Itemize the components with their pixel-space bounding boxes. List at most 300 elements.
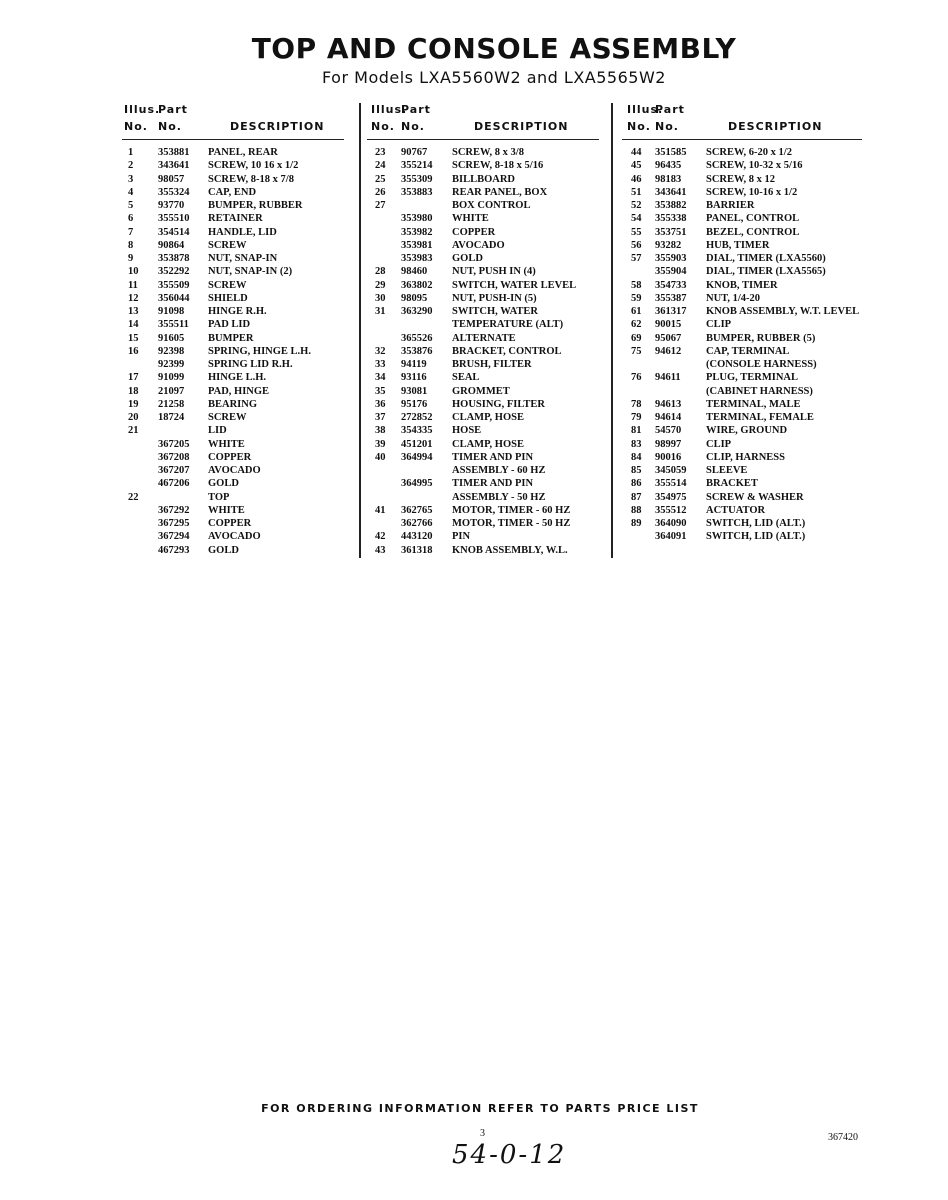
description: AVOCADO — [208, 531, 261, 543]
part-number: 353983 — [401, 253, 433, 264]
header-rule — [122, 139, 344, 140]
description: SHIELD — [208, 292, 248, 304]
description: SPRING, HINGE L.H. — [208, 345, 311, 357]
description: BEZEL, CONTROL — [706, 226, 800, 238]
part-number: 367294 — [158, 531, 190, 543]
part-number: 353980 — [401, 213, 433, 225]
part-number: 90015 — [655, 319, 682, 331]
illus-number: 17 — [128, 372, 139, 384]
table-row — [628, 199, 873, 212]
description: SCREW, 10-32 x 5/16 — [706, 160, 803, 172]
illus-number: 56 — [631, 239, 642, 251]
illus-number: 10 — [128, 266, 139, 278]
description: (CONSOLE HARNESS) — [706, 359, 817, 370]
part-number: 18724 — [158, 412, 185, 423]
part-number: 365526 — [401, 332, 433, 344]
description: HANDLE, LID — [208, 226, 277, 238]
illus-number: 61 — [631, 306, 642, 317]
description: CAP, END — [208, 186, 257, 198]
illus-number: 38 — [375, 425, 386, 437]
description: NUT, PUSH IN (4) — [452, 266, 536, 278]
description: KNOB ASSEMBLY, W.T. LEVEL — [706, 306, 860, 317]
part-number: 355510 — [158, 213, 190, 225]
table-row — [628, 159, 873, 172]
page-number: 3 — [480, 1128, 485, 1139]
document-number: 367420 — [828, 1132, 858, 1143]
part-number: 354335 — [401, 425, 433, 437]
part-number: 355903 — [655, 253, 687, 264]
table-row — [373, 411, 605, 424]
description: GOLD — [208, 478, 239, 490]
table-row — [128, 411, 353, 424]
illus-number: 86 — [631, 478, 642, 490]
illus-number: 87 — [631, 491, 642, 503]
table-row — [628, 226, 873, 239]
header-rule — [367, 139, 599, 140]
part-number: 345059 — [655, 465, 687, 476]
header-rule — [622, 139, 862, 140]
description: AVOCADO — [208, 465, 261, 476]
description: SCREW, 8 x 12 — [706, 173, 776, 185]
description: SCREW — [208, 412, 247, 423]
description: HINGE L.H. — [208, 372, 267, 384]
header-no: No. — [124, 120, 148, 133]
part-number: 98997 — [655, 438, 682, 450]
page-subtitle: For Models LXA5560W2 and LXA5565W2 — [322, 68, 666, 87]
part-number: 367205 — [158, 438, 190, 450]
description: BILLBOARD — [452, 173, 516, 185]
table-row — [128, 332, 353, 345]
illus-number: 88 — [631, 504, 642, 516]
illus-number: 54 — [631, 213, 642, 225]
description: SWITCH, WATER — [452, 306, 538, 317]
part-number: 356044 — [158, 292, 190, 304]
illus-number: 69 — [631, 332, 642, 344]
description: COPPER — [452, 226, 496, 238]
part-number: 451201 — [401, 438, 433, 450]
table-row — [373, 398, 605, 411]
illus-number: 23 — [375, 147, 386, 158]
illus-number: 35 — [375, 385, 386, 397]
table-row — [373, 371, 605, 384]
table-row — [373, 252, 605, 265]
description: TERMINAL, FEMALE — [706, 412, 814, 423]
table-row — [373, 477, 605, 490]
description: CLIP — [706, 438, 732, 450]
table-row — [128, 530, 353, 543]
illus-number: 25 — [375, 173, 386, 185]
part-number: 355214 — [401, 160, 433, 172]
part-number: 343641 — [158, 160, 190, 172]
table-row — [373, 212, 605, 225]
table-row — [628, 186, 873, 199]
table-row — [373, 332, 605, 345]
illus-number: 46 — [631, 173, 642, 185]
table-row — [628, 239, 873, 252]
illus-number: 41 — [375, 504, 386, 516]
illus-number: 30 — [375, 292, 386, 304]
part-number: 354733 — [655, 279, 687, 291]
part-number: 90864 — [158, 239, 185, 251]
description: SCREW, 10 16 x 1/2 — [208, 160, 299, 172]
description: REAR PANEL, BOX — [452, 186, 548, 198]
table-row — [373, 438, 605, 451]
table-row — [628, 252, 873, 265]
table-row — [128, 385, 353, 398]
part-number: 94611 — [655, 372, 681, 384]
table-row — [628, 358, 873, 371]
table-row — [128, 199, 353, 212]
table-row — [628, 292, 873, 305]
description: NUT, 1/4-20 — [706, 292, 761, 304]
illus-number: 6 — [128, 213, 134, 225]
table-row — [128, 438, 353, 451]
table-row — [128, 345, 353, 358]
illus-number: 4 — [128, 186, 134, 198]
table-row — [628, 318, 873, 331]
part-number: 355338 — [655, 213, 687, 225]
illus-number: 83 — [631, 438, 642, 450]
part-number: 21258 — [158, 398, 185, 410]
table-row — [128, 517, 353, 530]
part-number: 91605 — [158, 332, 185, 344]
part-number: 95067 — [655, 332, 682, 344]
part-number: 355512 — [655, 504, 687, 516]
part-number: 93770 — [158, 200, 185, 211]
part-number: 92398 — [158, 345, 185, 357]
table-row — [373, 424, 605, 437]
table-row — [373, 464, 605, 477]
part-number: 91098 — [158, 306, 185, 317]
header-description: DESCRIPTION — [728, 120, 823, 133]
table-row — [373, 173, 605, 186]
description: TIMER AND PIN — [452, 451, 534, 463]
illus-number: 8 — [128, 239, 134, 251]
illus-number: 75 — [631, 345, 642, 357]
illus-number: 55 — [631, 226, 642, 238]
table-row — [373, 146, 605, 159]
description: MOTOR, TIMER - 50 HZ — [452, 518, 571, 529]
illus-number: 20 — [128, 412, 139, 423]
table-row — [128, 504, 353, 517]
part-number: 90767 — [401, 147, 428, 158]
table-row — [628, 477, 873, 490]
table-row — [128, 252, 353, 265]
illus-number: 9 — [128, 253, 134, 264]
description: ASSEMBLY - 50 HZ — [452, 491, 546, 503]
table-row — [373, 226, 605, 239]
illus-number: 18 — [128, 385, 139, 397]
illus-number: 1 — [128, 147, 134, 158]
part-number: 98095 — [401, 292, 428, 304]
illus-number: 44 — [631, 147, 642, 158]
part-number: 367207 — [158, 465, 190, 476]
part-number: 91099 — [158, 372, 185, 384]
part-number: 352292 — [158, 266, 190, 278]
part-number: 364090 — [655, 518, 687, 529]
illus-number: 19 — [128, 398, 139, 410]
table-row — [128, 212, 353, 225]
description: PANEL, CONTROL — [706, 213, 800, 225]
table-row — [373, 530, 605, 543]
table-row — [373, 491, 605, 504]
illus-number: 7 — [128, 226, 134, 238]
illus-number: 13 — [128, 306, 139, 317]
description: SLEEVE — [706, 465, 748, 476]
description: BRUSH, FILTER — [452, 359, 532, 370]
header-description: DESCRIPTION — [474, 120, 569, 133]
table-row — [628, 451, 873, 464]
table-row — [628, 464, 873, 477]
description: SCREW, 6-20 x 1/2 — [706, 147, 792, 158]
part-number: 355387 — [655, 292, 687, 304]
part-number: 443120 — [401, 531, 433, 543]
table-row — [373, 239, 605, 252]
header-no: No. — [158, 120, 182, 133]
part-number: 94614 — [655, 412, 682, 423]
description: SCREW, 10-16 x 1/2 — [706, 186, 798, 198]
table-row — [128, 279, 353, 292]
table-row — [128, 318, 353, 331]
illus-number: 37 — [375, 412, 386, 423]
header-illus: Illus. — [371, 103, 408, 116]
part-number: 353878 — [158, 253, 190, 264]
ordering-note: FOR ORDERING INFORMATION REFER TO PARTS PRICE LIST — [261, 1102, 699, 1115]
table-row — [628, 345, 873, 358]
description: PLUG, TERMINAL — [706, 372, 798, 384]
illus-number: 52 — [631, 200, 642, 211]
part-number: 353982 — [401, 226, 433, 238]
table-row — [628, 530, 873, 543]
illus-number: 57 — [631, 253, 642, 264]
table-row — [373, 199, 605, 212]
part-number: 98460 — [401, 266, 428, 278]
description: TOP — [208, 491, 230, 503]
part-number: 272852 — [401, 412, 433, 423]
description: WIRE, GROUND — [706, 425, 788, 437]
description: MOTOR, TIMER - 60 HZ — [452, 504, 571, 516]
illus-number: 51 — [631, 186, 642, 198]
part-number: 361318 — [401, 544, 433, 556]
table-row — [128, 305, 353, 318]
handwritten-note: 54-0-12 — [452, 1140, 567, 1170]
table-row — [628, 385, 873, 398]
part-number: 54570 — [655, 425, 682, 437]
table-row — [628, 279, 873, 292]
description: KNOB ASSEMBLY, W.L. — [452, 544, 568, 556]
table-row — [628, 517, 873, 530]
part-number: 364994 — [401, 451, 433, 463]
illus-number: 2 — [128, 160, 134, 172]
header-no: No. — [627, 120, 651, 133]
description: TIMER AND PIN — [452, 478, 534, 490]
illus-number: 78 — [631, 398, 642, 410]
description: GROMMET — [452, 385, 510, 397]
table-row — [628, 212, 873, 225]
table-row — [128, 159, 353, 172]
illus-number: 26 — [375, 186, 386, 198]
description: WHITE — [208, 438, 245, 450]
header-part: Part — [401, 103, 431, 116]
part-number: 355904 — [655, 266, 687, 278]
table-row — [628, 371, 873, 384]
table-row — [373, 345, 605, 358]
column-divider — [611, 103, 613, 558]
part-number: 96435 — [655, 160, 682, 172]
illus-number: 12 — [128, 292, 139, 304]
description: LID — [208, 425, 227, 437]
description: SCREW, 8 x 3/8 — [452, 147, 524, 158]
part-number: 355514 — [655, 478, 687, 490]
illus-number: 79 — [631, 412, 642, 423]
table-row — [628, 411, 873, 424]
description: ASSEMBLY - 60 HZ — [452, 465, 546, 476]
part-number: 353881 — [158, 147, 190, 158]
table-row — [373, 358, 605, 371]
table-row — [373, 385, 605, 398]
table-row — [628, 332, 873, 345]
illus-number: 40 — [375, 451, 386, 463]
illus-number: 32 — [375, 345, 386, 357]
table-row — [128, 544, 353, 557]
table-row — [373, 279, 605, 292]
table-row — [373, 186, 605, 199]
table-row — [373, 305, 605, 318]
description: CLAMP, HOSE — [452, 412, 524, 423]
description: BOX CONTROL — [452, 200, 531, 211]
description: GOLD — [452, 253, 483, 264]
table-row — [128, 451, 353, 464]
illus-number: 29 — [375, 279, 386, 291]
description: SCREW & WASHER — [706, 491, 804, 503]
description: KNOB, TIMER — [706, 279, 778, 291]
part-number: 362766 — [401, 518, 433, 529]
table-row — [128, 173, 353, 186]
header-illus: Illus. — [627, 103, 664, 116]
illus-number: 89 — [631, 518, 642, 529]
part-number: 355511 — [158, 319, 189, 331]
description: SWITCH, WATER LEVEL — [452, 279, 577, 291]
illus-number: 14 — [128, 319, 139, 331]
part-number: 343641 — [655, 186, 687, 198]
description: ACTUATOR — [706, 504, 766, 516]
table-row — [628, 491, 873, 504]
description: BRACKET — [706, 478, 758, 490]
illus-number: 62 — [631, 319, 642, 331]
part-number: 363802 — [401, 279, 433, 291]
illus-number: 39 — [375, 438, 386, 450]
part-number: 94119 — [401, 359, 427, 370]
part-number: 90016 — [655, 451, 682, 463]
description: NUT, PUSH-IN (5) — [452, 292, 537, 304]
illus-number: 45 — [631, 160, 642, 172]
description: TEMPERATURE (ALT) — [452, 319, 564, 331]
part-number: 364995 — [401, 478, 433, 490]
description: SCREW, 8-18 x 5/16 — [452, 160, 544, 172]
description: (CABINET HARNESS) — [706, 385, 813, 397]
table-row — [128, 398, 353, 411]
table-row — [128, 491, 353, 504]
illus-number: 5 — [128, 200, 134, 211]
part-number: 95176 — [401, 398, 428, 410]
illus-number: 16 — [128, 345, 139, 357]
illus-number: 27 — [375, 200, 386, 211]
part-number: 361317 — [655, 306, 687, 317]
part-number: 362765 — [401, 504, 433, 516]
description: CLIP — [706, 319, 732, 331]
description: BUMPER, RUBBER — [208, 200, 303, 211]
part-number: 364091 — [655, 531, 687, 543]
description: WHITE — [452, 213, 489, 225]
header-no: No. — [371, 120, 395, 133]
illus-number: 81 — [631, 425, 642, 437]
description: DIAL, TIMER (LXA5560) — [706, 253, 826, 264]
part-number: 353876 — [401, 345, 433, 357]
description: HUB, TIMER — [706, 239, 770, 251]
description: COPPER — [208, 451, 252, 463]
table-row — [373, 451, 605, 464]
part-number: 355324 — [158, 186, 190, 198]
illus-number: 33 — [375, 359, 386, 370]
description: BRACKET, CONTROL — [452, 345, 562, 357]
illus-number: 84 — [631, 451, 642, 463]
description: HINGE R.H. — [208, 306, 267, 317]
description: DIAL, TIMER (LXA5565) — [706, 266, 826, 278]
illus-number: 15 — [128, 332, 139, 344]
description: AVOCADO — [452, 239, 505, 251]
description: WHITE — [208, 504, 245, 516]
part-number: 367208 — [158, 451, 190, 463]
description: PAD, HINGE — [208, 385, 270, 397]
page-title: TOP AND CONSOLE ASSEMBLY — [251, 32, 737, 65]
table-row — [373, 159, 605, 172]
part-number: 353751 — [655, 226, 687, 238]
part-number: 467206 — [158, 478, 190, 490]
description: SEAL — [452, 372, 480, 384]
table-row — [128, 371, 353, 384]
parts-column-3 — [628, 100, 873, 560]
description: SCREW — [208, 239, 247, 251]
table-row — [128, 239, 353, 252]
description: TERMINAL, MALE — [706, 398, 801, 410]
description: SCREW — [208, 279, 247, 291]
illus-number: 42 — [375, 531, 386, 543]
illus-number: 22 — [128, 491, 139, 503]
illus-number: 59 — [631, 292, 642, 304]
header-description: DESCRIPTION — [230, 120, 325, 133]
part-number: 94613 — [655, 398, 682, 410]
description: RETAINER — [208, 213, 263, 225]
table-row — [128, 477, 353, 490]
part-number: 367295 — [158, 518, 190, 529]
table-row — [373, 292, 605, 305]
header-part: Part — [655, 103, 685, 116]
description: COPPER — [208, 518, 252, 529]
table-row — [128, 292, 353, 305]
description: SPRING LID R.H. — [208, 359, 293, 370]
parts-column-1 — [124, 100, 353, 560]
description: CLAMP, HOSE — [452, 438, 524, 450]
illus-number: 85 — [631, 465, 642, 476]
part-number: 353981 — [401, 239, 433, 251]
description: CLIP, HARNESS — [706, 451, 785, 463]
column-divider — [359, 103, 361, 558]
illus-number: 34 — [375, 372, 386, 384]
description: BEARING — [208, 398, 258, 410]
table-row — [128, 358, 353, 371]
description: PANEL, REAR — [208, 147, 278, 158]
description: BUMPER, RUBBER (5) — [706, 332, 816, 344]
